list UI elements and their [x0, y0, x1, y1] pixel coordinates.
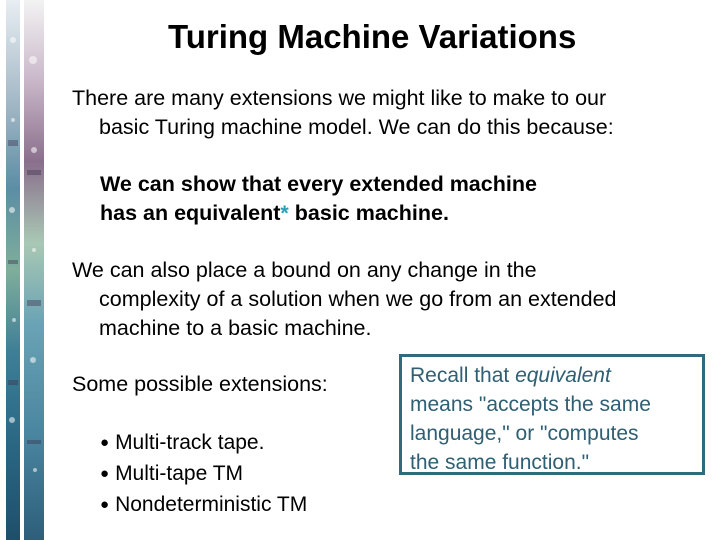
slide-title: Turing Machine Variations — [168, 18, 577, 55]
emphasis-text: basic machine. — [288, 201, 449, 225]
intro-line: There are many extensions we might like to make to our — [72, 86, 607, 110]
callout-line: language," or "computes — [410, 422, 639, 445]
emphasis-line — [100, 199, 537, 228]
emphasis-paragraph — [100, 170, 537, 228]
bound-line: complexity of a solution when we go from an extended — [99, 287, 617, 311]
callout-line: the same function." — [410, 451, 590, 474]
bound-line: machine to a basic machine. — [99, 316, 372, 340]
list-item: ● Multi-track tape. — [100, 428, 307, 459]
intro-line: basic Turing machine model. We can do this because: — [99, 115, 614, 139]
asterisk-footnote-marker: * — [280, 201, 289, 225]
extensions-label: Some possible extensions: — [72, 372, 328, 396]
emphasis-text: has an equivalent — [100, 201, 281, 225]
callout-line: means "accepts the same — [410, 393, 651, 416]
equivalent-definition-callout — [399, 354, 705, 475]
bound-line: We can also place a bound on any change in the — [72, 258, 537, 282]
list-item: ● Multi-tape TM — [100, 459, 307, 490]
bound-paragraph — [72, 256, 617, 343]
callout-line — [410, 361, 702, 390]
intro-paragraph — [72, 84, 614, 142]
extensions-list — [100, 428, 307, 521]
mosaic-pattern-icon — [0, 0, 50, 540]
list-item: ● Nondeterministic TM — [100, 490, 307, 521]
callout-italic-term: equivalent — [515, 364, 611, 387]
decorative-side-strip — [0, 0, 50, 540]
emphasis-line: We can show that every extended machine — [100, 172, 537, 196]
callout-text: Recall that — [410, 364, 516, 387]
